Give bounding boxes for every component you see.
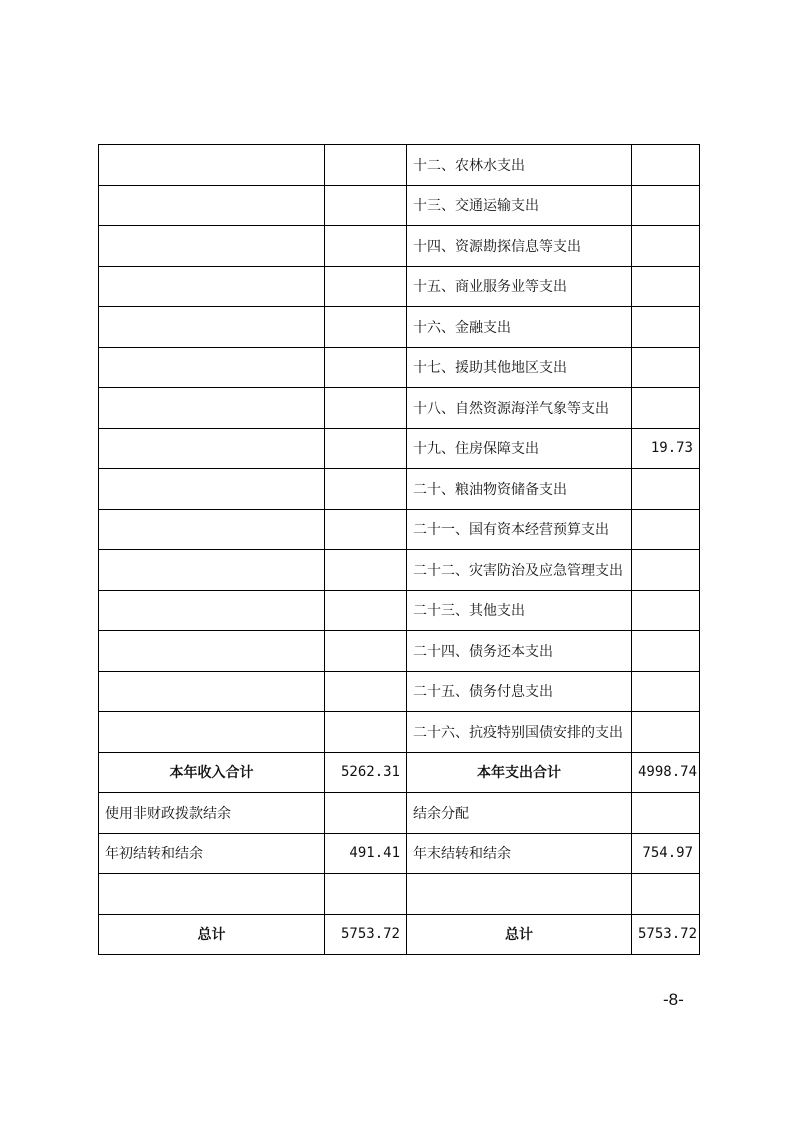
right-label: 年末结转和结余 <box>407 833 632 874</box>
table-row <box>99 590 700 631</box>
right-label: 十七、援助其他地区支出 <box>407 347 632 388</box>
left-value <box>325 226 407 267</box>
table-row <box>99 469 700 510</box>
left-value <box>325 631 407 672</box>
table-row <box>99 145 700 186</box>
left-value <box>325 428 407 469</box>
table-row <box>99 631 700 672</box>
left-label <box>99 266 325 307</box>
left-label: 年初结转和结余 <box>99 833 325 874</box>
right-value <box>632 671 700 712</box>
table-row <box>99 509 700 550</box>
left-label <box>99 874 325 915</box>
right-label: 二十五、债务付息支出 <box>407 671 632 712</box>
page-number: -8- <box>663 990 684 1009</box>
left-value <box>325 307 407 348</box>
right-label: 十三、交通运输支出 <box>407 185 632 226</box>
left-value <box>325 509 407 550</box>
left-label <box>99 671 325 712</box>
right-label: 二十四、债务还本支出 <box>407 631 632 672</box>
grand-total-label-left: 总计 <box>99 914 325 955</box>
left-label: 使用非财政拨款结余 <box>99 793 325 834</box>
right-value <box>632 712 700 753</box>
table-row <box>99 307 700 348</box>
right-value <box>632 185 700 226</box>
right-value <box>632 793 700 834</box>
right-label: 十五、商业服务业等支出 <box>407 266 632 307</box>
right-value <box>632 388 700 429</box>
right-label: 十六、金融支出 <box>407 307 632 348</box>
grand-total-value-right: 5753.72 <box>632 914 700 955</box>
left-value <box>325 266 407 307</box>
left-label <box>99 145 325 186</box>
grand-total-label-right: 总计 <box>407 914 632 955</box>
left-value <box>325 185 407 226</box>
left-label <box>99 307 325 348</box>
right-value <box>632 307 700 348</box>
right-value <box>632 469 700 510</box>
right-label: 十二、农林水支出 <box>407 145 632 186</box>
right-value <box>632 550 700 591</box>
right-label: 十四、资源勘探信息等支出 <box>407 226 632 267</box>
right-value: 754.97 <box>632 833 700 874</box>
left-label <box>99 226 325 267</box>
expense-total-label: 本年支出合计 <box>407 752 632 793</box>
right-label: 二十二、灾害防治及应急管理支出 <box>407 550 632 591</box>
table-row <box>99 712 700 753</box>
left-value <box>325 145 407 186</box>
left-label <box>99 590 325 631</box>
right-value <box>632 509 700 550</box>
right-value <box>632 347 700 388</box>
table-row <box>99 388 700 429</box>
table-row <box>99 793 700 834</box>
right-value: 19.73 <box>632 428 700 469</box>
left-value <box>325 793 407 834</box>
right-label: 十九、住房保障支出 <box>407 428 632 469</box>
left-label <box>99 388 325 429</box>
right-label: 二十三、其他支出 <box>407 590 632 631</box>
grand-total-value-left: 5753.72 <box>325 914 407 955</box>
right-label: 二十一、国有资本经营预算支出 <box>407 509 632 550</box>
income-total-label: 本年收入合计 <box>99 752 325 793</box>
table-row <box>99 347 700 388</box>
left-label <box>99 185 325 226</box>
table-row-annual-total <box>99 752 700 793</box>
table-row <box>99 185 700 226</box>
left-label <box>99 347 325 388</box>
right-value <box>632 226 700 267</box>
right-value <box>632 145 700 186</box>
left-value <box>325 550 407 591</box>
table-row <box>99 874 700 915</box>
right-label <box>407 874 632 915</box>
left-label <box>99 428 325 469</box>
right-value <box>632 266 700 307</box>
left-label <box>99 550 325 591</box>
right-label: 结余分配 <box>407 793 632 834</box>
right-label: 十八、自然资源海洋气象等支出 <box>407 388 632 429</box>
left-value <box>325 712 407 753</box>
table-row <box>99 226 700 267</box>
right-value <box>632 874 700 915</box>
table-row <box>99 266 700 307</box>
table-row-grand-total <box>99 914 700 955</box>
left-value <box>325 469 407 510</box>
left-value <box>325 874 407 915</box>
left-value <box>325 590 407 631</box>
table-row <box>99 671 700 712</box>
left-label <box>99 509 325 550</box>
right-label: 二十、粮油物资储备支出 <box>407 469 632 510</box>
left-value <box>325 347 407 388</box>
income-total-value: 5262.31 <box>325 752 407 793</box>
budget-table <box>98 144 700 955</box>
left-label <box>99 469 325 510</box>
right-label: 二十六、抗疫特别国债安排的支出 <box>407 712 632 753</box>
table-row <box>99 550 700 591</box>
left-value <box>325 388 407 429</box>
right-value <box>632 631 700 672</box>
left-value <box>325 671 407 712</box>
left-label <box>99 712 325 753</box>
table-row <box>99 428 700 469</box>
left-value: 491.41 <box>325 833 407 874</box>
left-label <box>99 631 325 672</box>
right-value <box>632 590 700 631</box>
table-row <box>99 833 700 874</box>
expense-total-value: 4998.74 <box>632 752 700 793</box>
